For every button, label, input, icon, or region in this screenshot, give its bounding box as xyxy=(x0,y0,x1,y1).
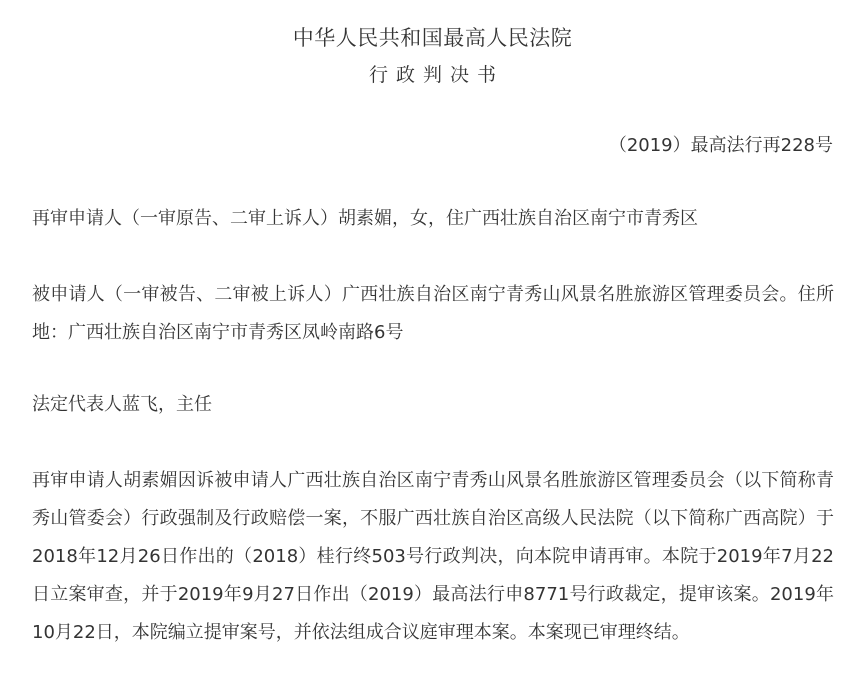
document-type: 行政判决书 xyxy=(368,64,504,86)
applicant-paragraph: 再审申请人（一审原告、二审上诉人）胡素媚，女，住广西壮族自治区南宁市青秀区 xyxy=(32,208,698,229)
legal-representative-paragraph: 法定代表人蓝飞，主任 xyxy=(32,394,212,415)
respondent-paragraph: 被申请人（一审被告、二审被上诉人）广西壮族自治区南宁青秀山风景名胜旅游区管理委员会。住所地：广西壮族自治区南宁市青秀区凤岭南路6号 xyxy=(32,284,834,343)
case-number: （2019）最高法行再228号 xyxy=(608,135,833,156)
court-name: 中华人民共和国最高人民法院 xyxy=(292,26,573,50)
case-history-paragraph: 再审申请人胡素媚因诉被申请人广西壮族自治区南宁青秀山风景名胜旅游区管理委员会（以下简称青秀山管委会）行政强制及行政赔偿一案，不服广西壮族自治区高级人民法院（以下简称广西高院）于2018年12月26日作出的（2018）桂行终503号行政判决，向本院申请再审。本院于2019年7月22日立案审查，并于2019年9月27日作出（2019）最高法行申8771号行政裁定，提审该案。2019年10月22日，本院编立提审案号，并依法组成合议庭审理本案。本案现已审理终结。 xyxy=(32,470,834,643)
